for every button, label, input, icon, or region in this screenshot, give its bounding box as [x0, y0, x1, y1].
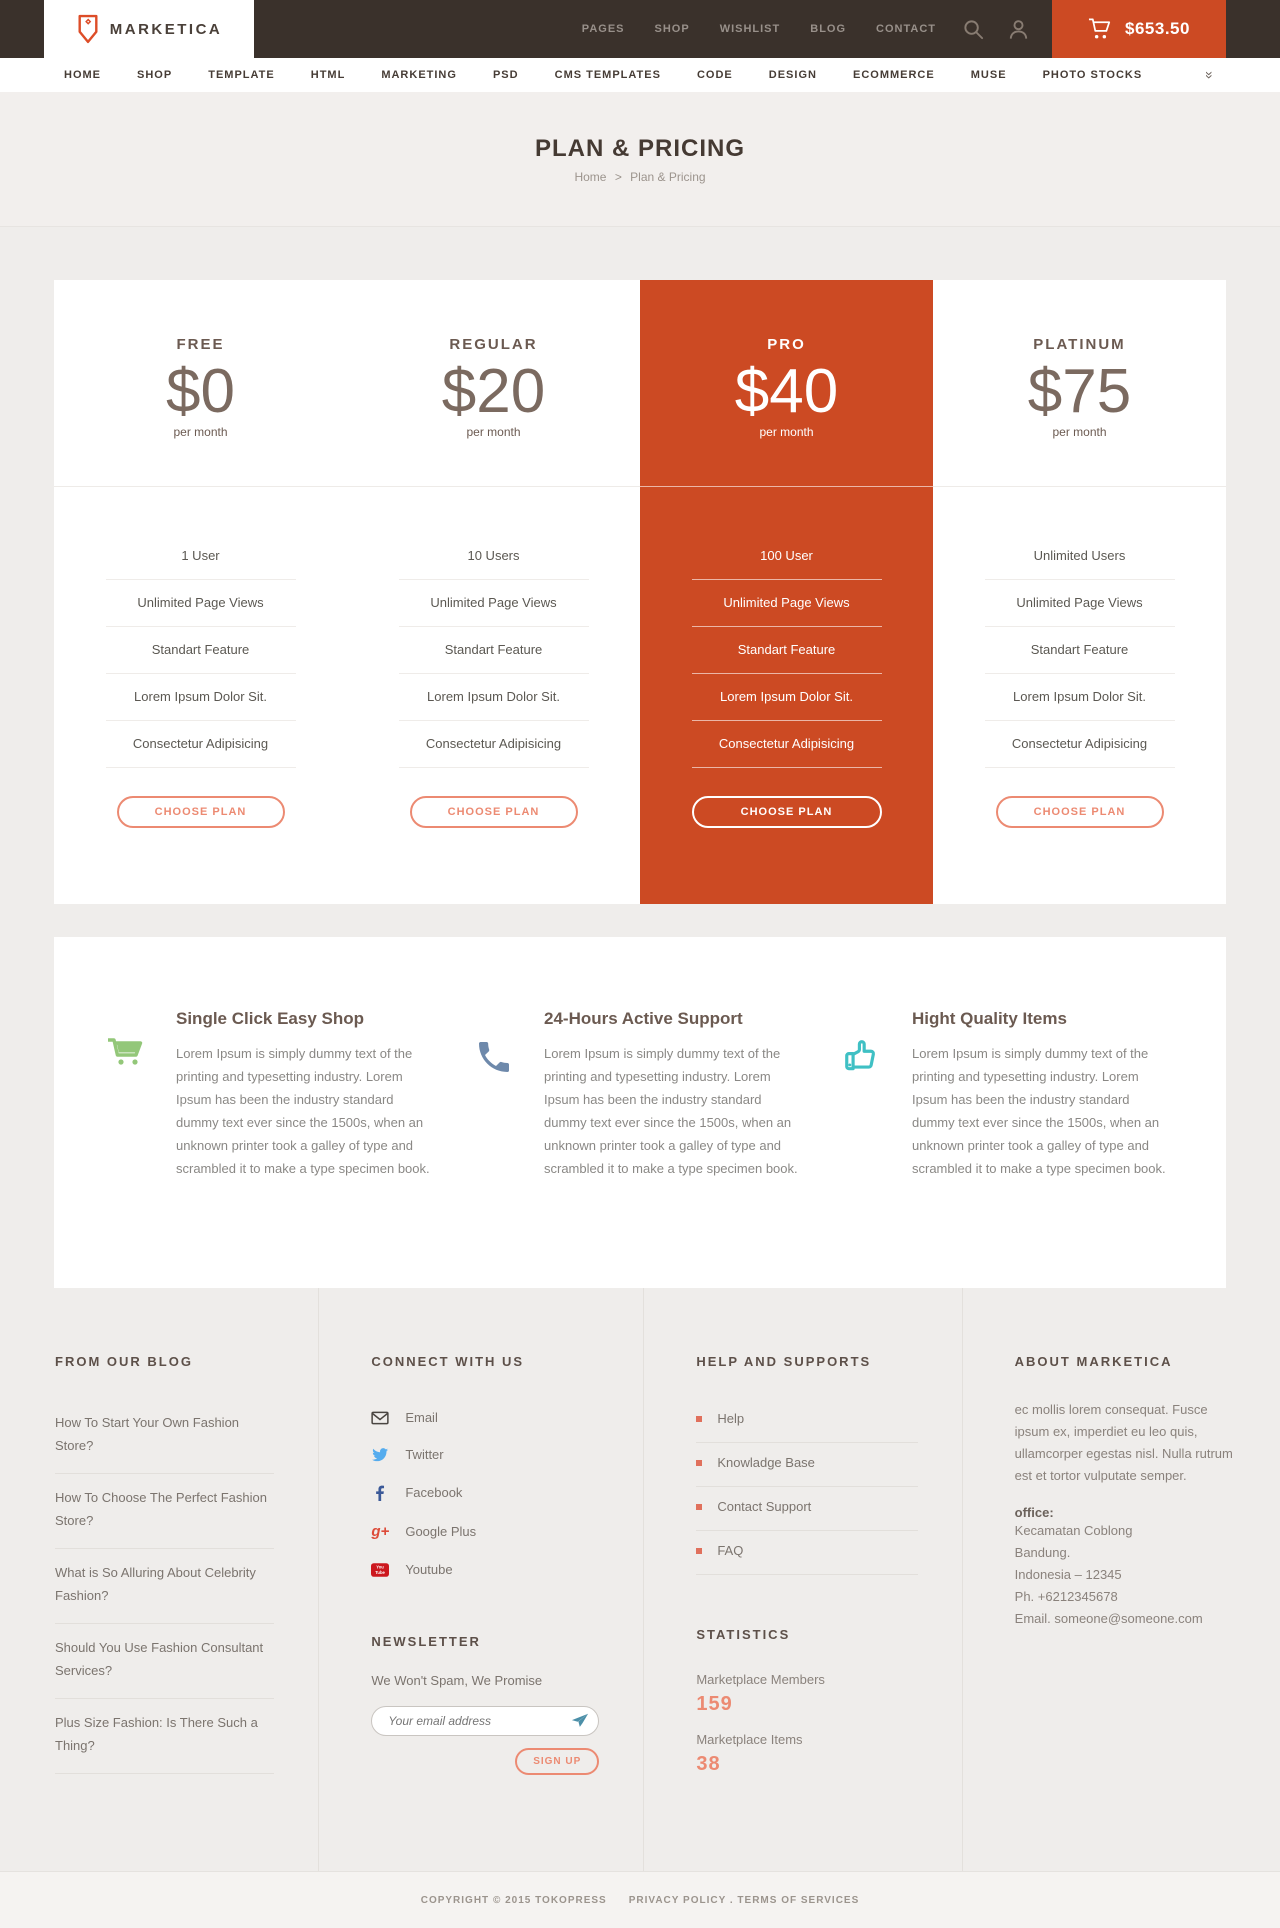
social-label: Facebook: [405, 1485, 463, 1500]
top-nav-item[interactable]: WISHLIST: [719, 23, 781, 35]
help-list: [696, 1399, 917, 1575]
main-nav-item[interactable]: MARKETING: [381, 69, 457, 81]
plan-feature: 100 User: [692, 533, 882, 580]
brand-name: MARKETICA: [109, 20, 223, 38]
choose-plan-button[interactable]: CHOOSE PLAN: [117, 796, 285, 828]
thumbs-up-icon: [842, 1037, 880, 1075]
google-plus-icon: g+: [371, 1523, 390, 1540]
choose-plan-button[interactable]: CHOOSE PLAN: [692, 796, 882, 828]
plan-feature: Unlimited Page Views: [692, 580, 882, 627]
help-link[interactable]: Contact Support: [717, 1499, 812, 1514]
email-icon: [371, 1411, 389, 1425]
footer-legal-links[interactable]: PRIVACY POLICY . TERMS OF SERVICES: [628, 1894, 860, 1906]
facebook-icon: [371, 1484, 389, 1501]
plan-name: FREE: [176, 336, 225, 353]
office-label: office:: [1014, 1505, 1054, 1520]
top-nav-item[interactable]: SHOP: [654, 23, 690, 35]
plan-price: $0: [166, 357, 235, 426]
feature-card: [474, 1009, 806, 1180]
about-text: ec mollis lorem consequat. Fusce ipsum ex, imperdiet eu leo quis, ullamcorper egestas nisl. Nulla rutrum est et tortor vulputate semper.: [1014, 1402, 1233, 1483]
newsletter-tagline: We Won't Spam, We Promise: [371, 1673, 543, 1688]
plan-feature: Consectetur Adipisicing: [106, 721, 296, 768]
facebook-link[interactable]: [371, 1484, 599, 1501]
plan-feature: Consectetur Adipisicing: [399, 721, 589, 768]
plan-feature: Lorem Ipsum Dolor Sit.: [106, 674, 296, 721]
address-line: Bandung.: [1014, 1545, 1071, 1560]
blog-list-item: [55, 1474, 274, 1549]
blog-heading: FROM OUR BLOG: [55, 1354, 193, 1369]
address-line: Indonesia – 12345: [1014, 1567, 1122, 1582]
address-line: Kecamatan Coblong: [1014, 1523, 1133, 1538]
page-title: PLAN & PRICING: [534, 134, 745, 162]
copyright-text: COPYRIGHT © 2015 TOKOPRESS: [420, 1894, 607, 1906]
main-nav-item[interactable]: DESIGN: [768, 69, 817, 81]
blog-list-item: [55, 1549, 274, 1624]
stat-label: Marketplace Members: [696, 1672, 825, 1687]
feature-title: Hight Quality Items: [912, 1009, 1067, 1028]
main-nav-item[interactable]: CMS TEMPLATES: [554, 69, 661, 81]
plan-feature: Unlimited Users: [985, 533, 1175, 580]
blog-link[interactable]: Should You Use Fashion Consultant Services?: [55, 1640, 264, 1678]
google-plus-link[interactable]: [371, 1523, 599, 1540]
help-list-item: [696, 1399, 917, 1443]
bullet-icon: [696, 1504, 702, 1510]
plan-column: [640, 280, 933, 904]
plan-feature-list: [106, 533, 296, 768]
youtube-link[interactable]: [371, 1562, 599, 1577]
bullet-icon: [696, 1460, 702, 1466]
cart-button[interactable]: [1052, 0, 1226, 58]
top-nav-item[interactable]: CONTACT: [876, 23, 936, 35]
help-list-item: [696, 1443, 917, 1487]
pricing-table: [54, 280, 1226, 904]
main-nav-item[interactable]: PHOTO STOCKS: [1042, 69, 1143, 81]
bullet-icon: [696, 1416, 702, 1422]
social-label: Google Plus: [405, 1524, 477, 1539]
breadcrumb-current: Plan & Pricing: [630, 169, 706, 184]
top-nav-item[interactable]: BLOG: [810, 23, 847, 35]
footer-help-column: [643, 1288, 961, 1871]
tag-icon: [76, 14, 100, 44]
blog-list-item: [55, 1699, 274, 1774]
plan-feature: Lorem Ipsum Dolor Sit.: [692, 674, 882, 721]
plan-feature: Standart Feature: [692, 627, 882, 674]
newsletter-heading: NEWSLETTER: [371, 1634, 481, 1649]
main-nav-item[interactable]: MUSE: [970, 69, 1007, 81]
stat-item: [696, 1672, 917, 1716]
social-list-item: [371, 1512, 599, 1551]
feature-card: [842, 1009, 1174, 1180]
help-list-item: [696, 1487, 917, 1531]
address-line: Email. someone@someone.com: [1014, 1611, 1203, 1626]
bullet-icon: [696, 1548, 702, 1554]
main-nav: [0, 58, 1280, 92]
plan-name: PRO: [767, 336, 806, 353]
main-nav-item[interactable]: CODE: [696, 69, 733, 81]
top-header-bar: [0, 0, 1280, 58]
youtube-icon: [371, 1563, 389, 1577]
svg-text:You: You: [376, 1564, 385, 1570]
site-footer: [0, 1288, 1280, 1928]
plan-price: $40: [734, 357, 839, 426]
plan-feature: Lorem Ipsum Dolor Sit.: [399, 674, 589, 721]
social-label: Twitter: [405, 1447, 444, 1462]
plan-feature: Consectetur Adipisicing: [692, 721, 882, 768]
plan-feature-list: [692, 533, 882, 768]
brand-logo[interactable]: [44, 0, 254, 58]
phone-icon: [474, 1037, 514, 1077]
main-nav-item[interactable]: SHOP: [137, 69, 173, 81]
blog-link[interactable]: Plus Size Fashion: Is There Such a Thing?: [55, 1715, 258, 1753]
main-nav-item[interactable]: HTML: [310, 69, 346, 81]
copyright-bar: [0, 1871, 1280, 1928]
email-input[interactable]: [371, 1706, 599, 1736]
about-heading: ABOUT MARKETICA: [1014, 1354, 1173, 1369]
send-icon: [571, 1712, 589, 1735]
social-list-item: [371, 1436, 599, 1473]
top-nav: [582, 23, 936, 35]
plan-feature: Unlimited Page Views: [985, 580, 1175, 627]
plan-feature: Standart Feature: [399, 627, 589, 674]
plan-price: $20: [441, 357, 546, 426]
signup-button[interactable]: SIGN UP: [515, 1748, 599, 1775]
plan-period: per month: [466, 425, 521, 439]
feature-card: [106, 1009, 438, 1180]
statistics-heading: STATISTICS: [696, 1627, 791, 1642]
social-list: [371, 1399, 599, 1588]
feature-text: Lorem Ipsum is simply dummy text of the printing and typesetting industry. Lorem Ipsum has been the industry standard dummy text ever since the 1500s, when an unknown printer took a galley of type and scrambled it to make a type specimen book.: [544, 1046, 798, 1176]
svg-text:Tube: Tube: [375, 1569, 386, 1575]
blog-link[interactable]: How To Start Your Own Fashion Store?: [55, 1415, 240, 1453]
nav-expand-icon[interactable]: »: [1202, 71, 1219, 79]
help-link[interactable]: FAQ: [717, 1543, 744, 1558]
plan-feature: Unlimited Page Views: [399, 580, 589, 627]
help-link[interactable]: Knowladge Base: [717, 1455, 815, 1470]
stat-label: Marketplace Items: [696, 1732, 803, 1747]
search-icon[interactable]: [962, 18, 985, 41]
feature-text: Lorem Ipsum is simply dummy text of the printing and typesetting industry. Lorem Ipsum has been the industry standard dummy text ever since the 1500s, when an unknown printer took a galley of type and scrambled it to make a type specimen book.: [176, 1046, 430, 1176]
features-section: [54, 937, 1226, 1288]
stat-value: 38: [696, 1753, 721, 1775]
plan-header: [640, 280, 933, 487]
main-nav-item[interactable]: ECOMMERCE: [852, 69, 935, 81]
help-link[interactable]: Help: [717, 1411, 745, 1426]
plan-feature-list: [985, 533, 1175, 768]
social-list-item: [371, 1551, 599, 1588]
feature-text: Lorem Ipsum is simply dummy text of the printing and typesetting industry. Lorem Ipsum has been the industry standard dummy text ever since the 1500s, when an unknown printer took a galley of type and scrambled it to make a type specimen book.: [912, 1046, 1166, 1176]
blog-link[interactable]: How To Choose The Perfect Fashion Store?: [55, 1490, 267, 1528]
plan-header: [933, 280, 1226, 487]
blog-list: [55, 1399, 274, 1774]
blog-list-item: [55, 1399, 274, 1474]
blog-link[interactable]: What is So Alluring About Celebrity Fashion?: [55, 1565, 256, 1603]
social-label: Youtube: [405, 1562, 453, 1577]
plan-feature: Standart Feature: [106, 627, 296, 674]
plan-column: [347, 280, 640, 904]
feature-title: Single Click Easy Shop: [176, 1009, 365, 1028]
plan-period: per month: [173, 425, 228, 439]
email-link[interactable]: [371, 1410, 599, 1425]
breadcrumb-home[interactable]: Home: [574, 169, 607, 184]
twitter-link[interactable]: [371, 1447, 599, 1462]
social-list-item: [371, 1399, 599, 1436]
help-list-item: [696, 1531, 917, 1575]
social-label: Email: [405, 1410, 438, 1425]
blog-list-item: [55, 1624, 274, 1699]
stat-item: [696, 1732, 917, 1776]
plan-feature: Unlimited Page Views: [106, 580, 296, 627]
plan-price: $75: [1027, 357, 1132, 426]
main-nav-item[interactable]: TEMPLATE: [208, 69, 275, 81]
main-nav-item[interactable]: PSD: [492, 69, 519, 81]
plan-name: REGULAR: [449, 336, 538, 353]
plan-feature: Lorem Ipsum Dolor Sit.: [985, 674, 1175, 721]
plan-feature: Consectetur Adipisicing: [985, 721, 1175, 768]
plan-column: [54, 280, 347, 904]
plan-feature: 1 User: [106, 533, 296, 580]
choose-plan-button[interactable]: CHOOSE PLAN: [996, 796, 1164, 828]
cart-icon: [106, 1037, 148, 1073]
footer-connect-column: [318, 1288, 643, 1871]
social-list-item: [371, 1473, 599, 1512]
choose-plan-button[interactable]: CHOOSE PLAN: [410, 796, 578, 828]
plan-feature: 10 Users: [399, 533, 589, 580]
twitter-icon: [371, 1448, 389, 1462]
feature-title: 24-Hours Active Support: [544, 1009, 743, 1028]
plan-column: [933, 280, 1226, 904]
cart-icon: [1088, 17, 1113, 41]
plan-period: per month: [759, 425, 814, 439]
cart-total: $653.50: [1125, 19, 1190, 38]
address-line: Ph. +6212345678: [1014, 1589, 1118, 1604]
plan-header: [54, 280, 347, 487]
top-nav-item[interactable]: PAGES: [581, 23, 625, 35]
page-header: [0, 92, 1280, 227]
breadcrumb: [574, 170, 705, 184]
plan-feature: Standart Feature: [985, 627, 1175, 674]
help-heading: HELP AND SUPPORTS: [696, 1354, 872, 1369]
user-icon[interactable]: [1007, 18, 1030, 41]
plan-name: PLATINUM: [1033, 336, 1126, 353]
main-nav-item[interactable]: HOME: [64, 69, 101, 81]
stat-value: 159: [696, 1693, 733, 1715]
breadcrumb-separator: >: [614, 169, 622, 184]
footer-about-column: [962, 1288, 1280, 1871]
plan-header: [347, 280, 640, 487]
plan-period: per month: [1052, 425, 1107, 439]
footer-blog-column: [0, 1288, 318, 1871]
connect-heading: CONNECT WITH US: [371, 1354, 525, 1369]
plan-feature-list: [399, 533, 589, 768]
